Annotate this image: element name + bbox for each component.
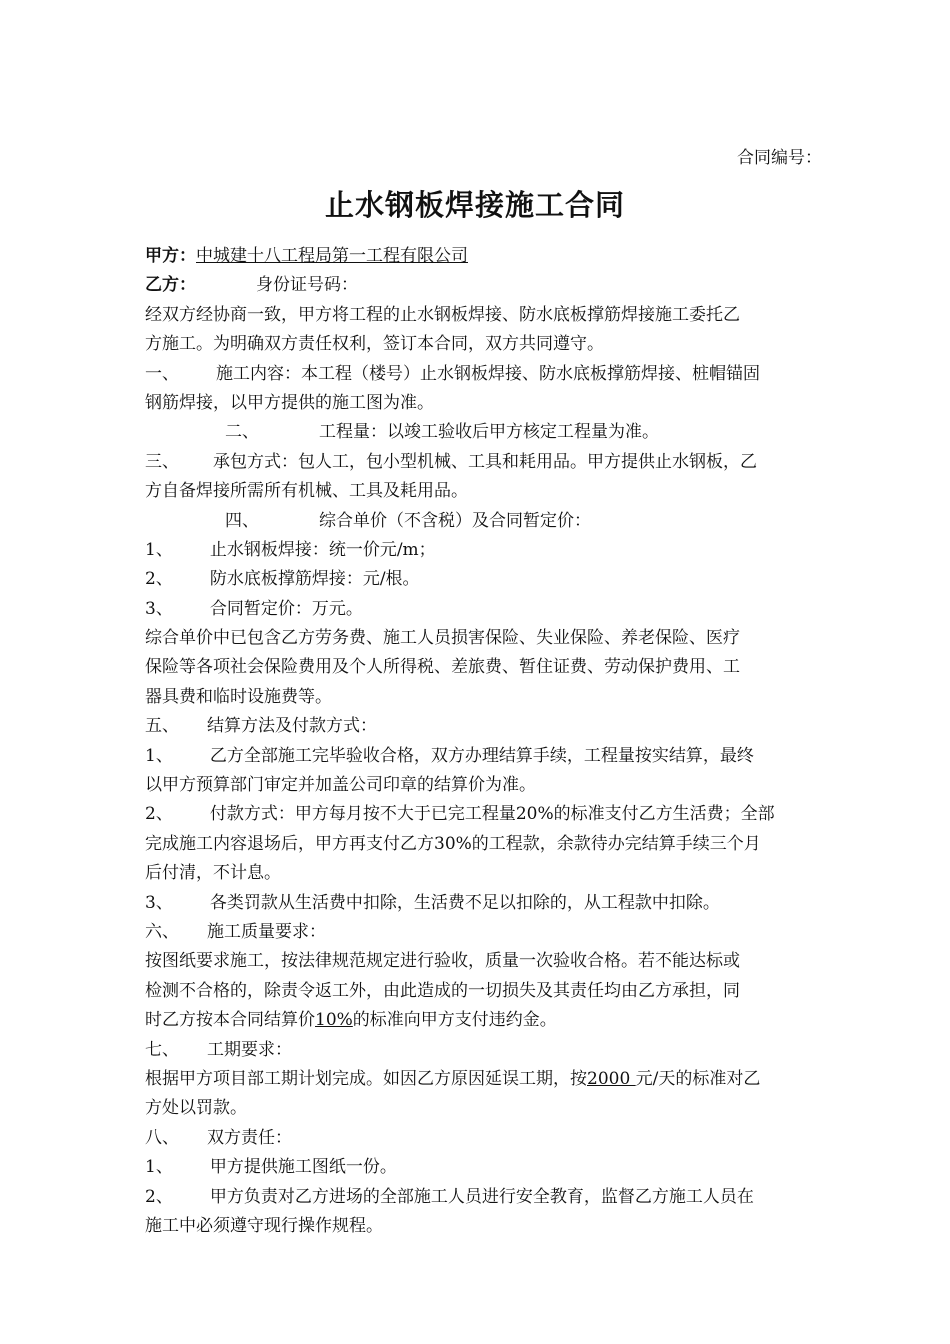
list-item: 3、 合同暂定价：万元。 <box>145 598 363 619</box>
section-4-line: 四、 综合单价（不含税）及合同暂定价： <box>225 510 591 531</box>
document-title: 止水钢板焊接施工合同 <box>324 188 625 222</box>
section-number: 二、 <box>225 422 259 443</box>
list-item-cont: 后付清，不计息。 <box>145 863 281 884</box>
section-2-line: 二、 工程量：以竣工验收后甲方核定工程量为准。 <box>225 422 659 443</box>
party-b-label: 乙方： <box>145 275 196 296</box>
section-number: 四、 <box>225 510 259 531</box>
penalty-rate: 10% <box>315 1010 353 1031</box>
section-8-heading: 八、 双方责任： <box>145 1127 292 1148</box>
list-item: 1、 甲方提供施工图纸一份。 <box>145 1157 397 1178</box>
section-7-line: 方处以罚款。 <box>145 1098 247 1119</box>
preamble-line: 经双方经协商一致，甲方将工程的止水钢板焊接、防水底板撑筋焊接施工委托乙 <box>145 304 740 325</box>
list-item: 3、 各类罚款从生活费中扣除，生活费不足以扣除的，从工程款中扣除。 <box>145 892 720 913</box>
list-item: 1、 止水钢板焊接：统一价元/m； <box>145 539 436 560</box>
section-3-line: 方自备焊接所需所有机械、工具及耗用品。 <box>145 481 468 502</box>
party-b-line <box>145 271 835 300</box>
preamble-line: 方施工。为明确双方责任权利，签订本合同，双方共同遵守。 <box>145 334 604 355</box>
section-1-line: 一、 施工内容：本工程（楼号）止水钢板焊接、防水底板撑筋焊接、桩帽锚固 <box>145 363 760 384</box>
section-6-line: 检测不合格的，除责令返工外，由此造成的一切损失及其责任均由乙方承担，同 <box>145 980 740 1001</box>
section-number: 一、 <box>145 363 179 384</box>
section-number: 五、 <box>145 716 179 737</box>
section-number: 八、 <box>145 1127 179 1148</box>
id-number-label: 身份证号码： <box>256 275 358 296</box>
list-item: 2、 付款方式：甲方每月按不大于已完工程量20%的标准支付乙方生活费；全部 <box>145 804 775 825</box>
list-item-cont: 施工中必须遵守现行操作规程。 <box>145 1215 383 1236</box>
section-3-line: 三、 承包方式：包人工，包小型机械、工具和耗用品。甲方提供止水钢板，乙 <box>145 451 757 472</box>
section-6-heading: 六、 施工质量要求： <box>145 921 326 942</box>
list-item: 2、 防水底板撑筋焊接：元/根。 <box>145 569 420 590</box>
contract-body <box>145 242 835 1241</box>
section-1-line: 钢筋焊接，以甲方提供的施工图为准。 <box>145 392 434 413</box>
section-6-line: 时乙方按本合同结算价10%的标准向甲方支付违约金。 <box>145 1010 557 1031</box>
party-a-label: 甲方： <box>145 246 196 266</box>
section-number: 三、 <box>145 451 179 472</box>
section-number: 七、 <box>145 1039 179 1060</box>
party-a-line <box>145 242 835 271</box>
daily-penalty-amount: 2000 <box>587 1068 636 1089</box>
section-number: 六、 <box>145 921 179 942</box>
list-item-cont: 完成施工内容退场后，甲方再支付乙方30%的工程款，余款待办完结算手续三个月 <box>145 833 761 854</box>
section-4-note: 综合单价中已包含乙方劳务费、施工人员损害保险、失业保险、养老保险、医疗 <box>145 628 740 649</box>
section-4-note: 保险等各项社会保险费用及个人所得税、差旅费、暂住证费、劳动保护费用、工 <box>145 657 740 678</box>
contract-number-label: 合同编号： <box>737 148 822 168</box>
list-item-cont: 以甲方预算部门审定并加盖公司印章的结算价为准。 <box>145 775 536 796</box>
list-item: 2、 甲方负责对乙方进场的全部施工人员进行安全教育，监督乙方施工人员在 <box>145 1186 754 1207</box>
section-6-line: 按图纸要求施工，按法律规范规定进行验收，质量一次验收合格。若不能达标或 <box>145 951 740 972</box>
section-7-line: 根据甲方项目部工期计划完成。如因乙方原因延误工期，按2000 元/天的标准对乙 <box>145 1068 761 1089</box>
section-4-note: 器具费和临时设施费等。 <box>145 686 332 707</box>
section-7-heading: 七、 工期要求： <box>145 1039 292 1060</box>
list-item: 1、 乙方全部施工完毕验收合格，双方办理结算手续，工程量按实结算，最终 <box>145 745 754 766</box>
section-5-heading: 五、 结算方法及付款方式： <box>145 716 377 737</box>
party-a-name: 中城建十八工程局第一工程有限公司 <box>196 246 468 266</box>
